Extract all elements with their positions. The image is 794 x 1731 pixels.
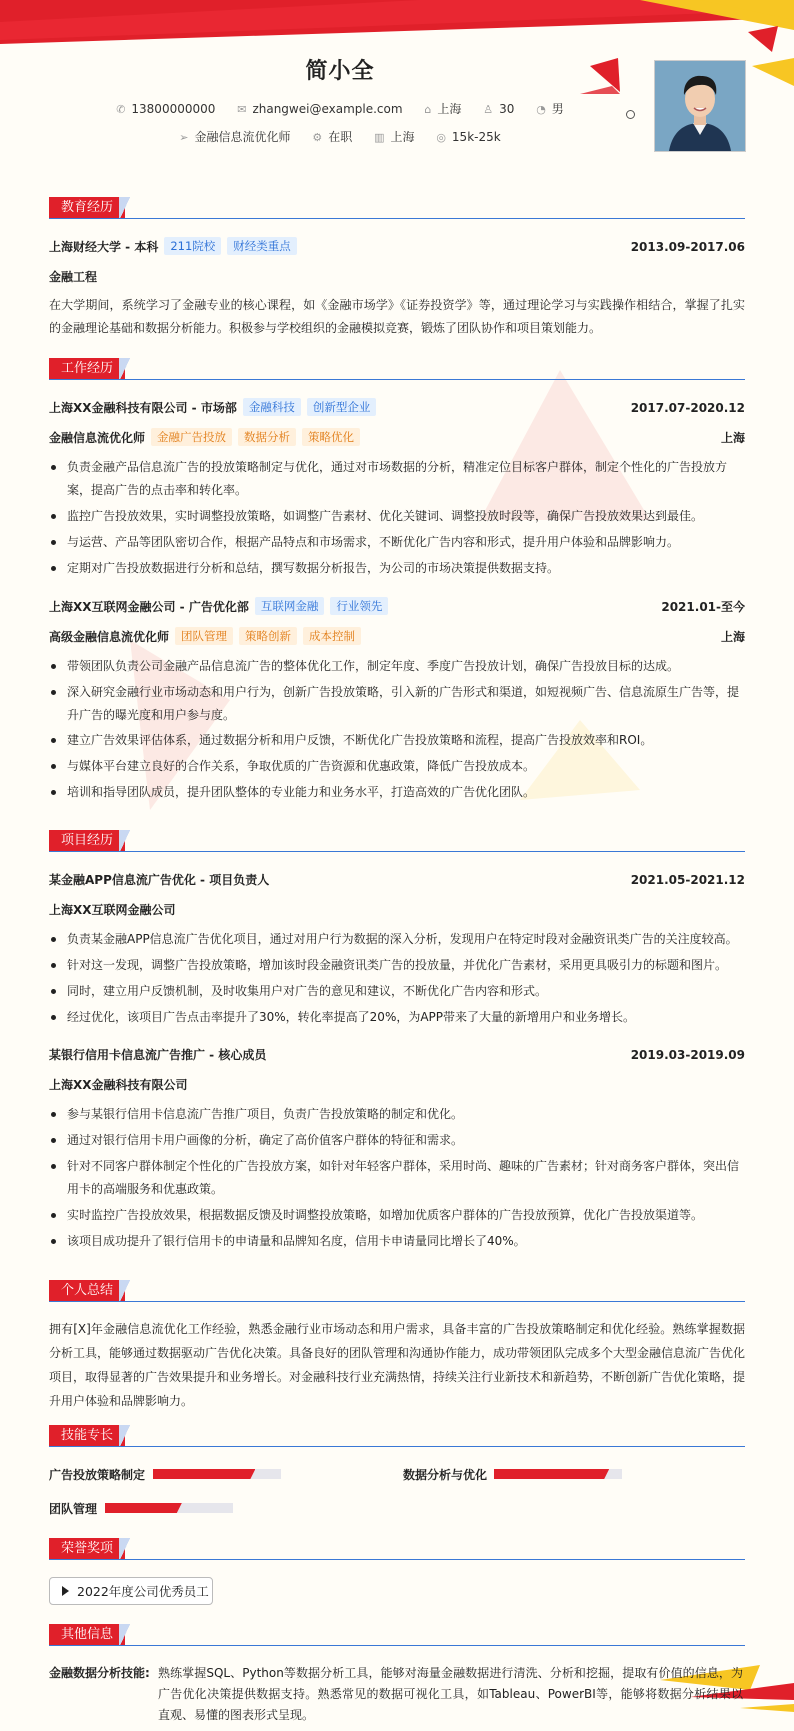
position-name: 金融信息流优化师 bbox=[49, 431, 146, 445]
major-row bbox=[49, 266, 745, 288]
settings-icon: ⚙ bbox=[312, 131, 323, 144]
position-name: 高级金融信息流优化师 bbox=[49, 630, 170, 644]
age-item bbox=[483, 102, 514, 116]
job-bullet: 带领团队负责公司金融产品信息流广告的整体优化工作，制定年度、季度广告投放计划，确保广告投放目标的达成。 bbox=[49, 655, 745, 678]
gender-value: 男 bbox=[551, 102, 564, 116]
project-org: 上海XX金融科技有限公司 bbox=[49, 1078, 188, 1092]
contact-info-row bbox=[0, 100, 680, 117]
projects-section-title: 项目经历 bbox=[49, 830, 125, 852]
company-tag: 创新型企业 bbox=[307, 398, 377, 416]
skill-name: 团队管理 bbox=[49, 1502, 98, 1516]
position-tag: 金融广告投放 bbox=[151, 428, 232, 446]
project-bullet: 针对这一发现，调整广告投放策略，增加该时段金融资讯类广告的投放量，并优化广告素材，采用更具吸引力的标题和图片。 bbox=[49, 954, 745, 977]
project-row bbox=[49, 869, 745, 891]
home-icon: ⌂ bbox=[424, 103, 432, 116]
job-bullet: 与媒体平台建立良好的合作关系，争取优质的广告资源和优惠政策，降低广告投放成本。 bbox=[49, 755, 745, 778]
other-section-header bbox=[49, 1624, 745, 1646]
school-tag: 财经类重点 bbox=[227, 237, 297, 255]
education-section-header bbox=[49, 197, 745, 219]
city-value: 上海 bbox=[437, 102, 462, 116]
education-row bbox=[49, 236, 745, 258]
skill-bar-fill bbox=[153, 1469, 255, 1479]
company-name: 上海XX互联网金融公司 - 广告优化部 bbox=[49, 600, 249, 614]
job-location: 上海 bbox=[720, 431, 745, 445]
project-org: 上海XX互联网金融公司 bbox=[49, 903, 176, 917]
job-company-row bbox=[49, 397, 745, 419]
major-name: 金融工程 bbox=[49, 270, 98, 284]
play-icon bbox=[62, 1586, 69, 1596]
job-company-row bbox=[49, 596, 745, 618]
title-slant bbox=[119, 830, 131, 852]
award-item[interactable] bbox=[49, 1577, 213, 1605]
phone-value: 13800000000 bbox=[131, 102, 216, 116]
phone-item bbox=[116, 102, 215, 116]
title-slant bbox=[119, 1425, 131, 1447]
candidate-name: 简小全 bbox=[305, 59, 375, 84]
company-tag: 互联网金融 bbox=[255, 597, 325, 615]
email-value: zhangwei@example.com bbox=[252, 102, 403, 116]
education-section-title: 教育经历 bbox=[49, 197, 125, 219]
gender-icon: ◔ bbox=[536, 103, 546, 116]
project-bullet: 同时，建立用户反馈机制，及时收集用户对广告的意见和建议，不断优化广告内容和形式。 bbox=[49, 980, 745, 1003]
summary-text: 拥有[X]年金融信息流优化工作经验，熟悉金融行业市场动态和用户需求，具备丰富的广告投放策略制定和优化经验。熟练掌握数据分析工具，能够通过数据驱动广告优化决策。具备良好的团队管理和沟通协作能力，成功带领团队完成多个大型金融信息流广告优化项目，取得显著的广告效果提升和业务增长。对金融科技行业充满热情，持续关注行业新技术和新趋势，不断创新广告优化策略，提升用户体验和品牌影响力。 bbox=[49, 1322, 746, 1408]
project-name: 某银行信用卡信息流广告推广 - 核心成员 bbox=[49, 1048, 267, 1062]
skills-section-title: 技能专长 bbox=[49, 1425, 125, 1447]
job-target-item bbox=[179, 128, 290, 145]
skill-bar bbox=[105, 1503, 233, 1513]
job-date: 2021.01-至今 bbox=[661, 600, 745, 614]
title-slant bbox=[119, 358, 131, 380]
section-divider bbox=[49, 1645, 745, 1646]
title-slant bbox=[119, 1538, 131, 1560]
project-org-row bbox=[49, 1074, 745, 1096]
job-position-row bbox=[49, 626, 745, 648]
job-bullet: 定期对广告投放数据进行分析和总结，撰写数据分析报告，为公司的市场决策提供数据支持。 bbox=[49, 557, 745, 580]
send-icon: ➢ bbox=[179, 131, 189, 144]
job-bullet: 负责金融产品信息流广告的投放策略制定与优化，通过对市场数据的分析，精准定位目标客户群体，制定个性化的广告投放方案，提高广告的点击率和转化率。 bbox=[49, 456, 745, 502]
job-bullet: 培训和指导团队成员，提升团队整体的专业能力和业务水平，打造高效的广告优化团队。 bbox=[49, 781, 745, 804]
title-slant bbox=[119, 1624, 131, 1646]
school-name: 上海财经大学 - 本科 bbox=[49, 240, 159, 254]
position-tag: 团队管理 bbox=[175, 627, 233, 645]
project-bullet: 针对不同客户群体制定个性化的广告投放方案，如针对年轻客户群体，采用时尚、趣味的广告素材；针对商务客户群体，突出信用卡的高端服务和优惠政策。 bbox=[49, 1155, 745, 1201]
target-city-item bbox=[374, 128, 414, 145]
skill-name: 广告投放策略制定 bbox=[49, 1468, 146, 1482]
title-slant bbox=[119, 1280, 131, 1302]
summary-section-header bbox=[49, 1280, 745, 1302]
project-bullet: 通过对银行信用卡用户画像的分析，确定了高价值客户群体的特征和需求。 bbox=[49, 1129, 745, 1152]
city-item bbox=[424, 100, 461, 117]
job-bullet: 深入研究金融行业市场动态和用户行为，创新广告投放策略，引入新的广告形式和渠道，如短视频广告、信息流原生广告等，提升广告的曝光度和用户参与度。 bbox=[49, 681, 745, 727]
project-row bbox=[49, 1044, 745, 1066]
position-tag: 策略优化 bbox=[302, 428, 360, 446]
education-description: 在大学期间，系统学习了金融专业的核心课程，如《金融市场学》《证券投资学》等，通过理论学习与实践操作相结合，掌握了扎实的金融理论基础和数据分析能力。积极参与学校组织的金融模拟竞赛，锻炼了团队协作和项目策划能力。 bbox=[49, 298, 745, 335]
target-city-value: 上海 bbox=[390, 130, 415, 144]
work-section-header bbox=[49, 358, 745, 380]
job-date: 2017.07-2020.12 bbox=[630, 401, 745, 415]
position-tag: 策略创新 bbox=[239, 627, 297, 645]
job-bullet: 监控广告投放效果，实时调整投放策略，如调整广告素材、优化关键词、调整投放时段等，确保广告投放效果达到最佳。 bbox=[49, 505, 745, 528]
section-divider bbox=[49, 379, 745, 380]
work-section-title: 工作经历 bbox=[49, 358, 125, 380]
skill-name: 数据分析与优化 bbox=[403, 1468, 488, 1482]
project-bullet: 经过优化，该项目广告点击率提升了30%，转化率提高了20%，为APP带来了大量的新增用户和业务增长。 bbox=[49, 1006, 745, 1029]
skill-bar-fill bbox=[105, 1503, 182, 1513]
company-name: 上海XX金融科技有限公司 - 市场部 bbox=[49, 401, 237, 415]
avatar-photo bbox=[654, 60, 746, 152]
section-divider bbox=[49, 1559, 745, 1560]
other-section-title: 其他信息 bbox=[49, 1624, 125, 1646]
other-text: 熟练掌握SQL、Python等数据分析工具，能够对海量金融数据进行清洗、分析和挖掘，提取有价值的信息，为广告优化决策提供数据支持。熟悉常见的数据可视化工具，如Tableau、PowerBI等，能够将数据分析结果以直观、易懂的图表形式呈现。 bbox=[158, 1666, 743, 1722]
salary-icon: ◎ bbox=[436, 131, 446, 144]
email-item bbox=[237, 102, 402, 116]
title-slant bbox=[119, 197, 131, 219]
project-date: 2021.05-2021.12 bbox=[630, 873, 745, 887]
job-location: 上海 bbox=[720, 630, 745, 644]
project-name: 某金融APP信息流广告优化 - 项目负责人 bbox=[49, 873, 270, 887]
section-divider bbox=[49, 218, 745, 219]
section-divider bbox=[49, 1301, 745, 1302]
job-bullet: 与运营、产品等团队密切合作，根据产品特点和市场需求，不断优化广告内容和形式，提升用户体验和品牌影响力。 bbox=[49, 531, 745, 554]
phone-icon: ✆ bbox=[116, 103, 126, 116]
awards-section-header bbox=[49, 1538, 745, 1560]
salary-item bbox=[436, 130, 500, 144]
position-tag: 成本控制 bbox=[303, 627, 361, 645]
age-icon: ♙ bbox=[483, 103, 494, 116]
skill-bar-fill bbox=[494, 1469, 609, 1479]
age-value: 30 bbox=[499, 102, 515, 116]
mail-icon: ✉ bbox=[237, 103, 247, 116]
decor-circle bbox=[626, 110, 635, 119]
section-divider bbox=[49, 1446, 745, 1447]
project-bullet: 实时监控广告投放效果，根据数据反馈及时调整投放策略，如增加优质客户群体的广告投放预算，优化广告投放渠道等。 bbox=[49, 1204, 745, 1227]
job-target-value: 金融信息流优化师 bbox=[194, 130, 291, 144]
status-item bbox=[312, 128, 352, 145]
salary-value: 15k-25k bbox=[451, 130, 501, 144]
project-org-row bbox=[49, 899, 745, 921]
building-icon: ▥ bbox=[374, 131, 385, 144]
project-date: 2019.03-2019.09 bbox=[630, 1048, 745, 1062]
job-bullet: 建立广告效果评估体系，通过数据分析和用户反馈，不断优化广告投放策略和流程，提高广告投放效率和ROI。 bbox=[49, 729, 745, 752]
avatar-illustration bbox=[655, 61, 745, 151]
project-bullet: 参与某银行信用卡信息流广告推广项目，负责广告投放策略的制定和优化。 bbox=[49, 1103, 745, 1126]
other-label: 金融数据分析技能: bbox=[49, 1666, 150, 1680]
company-tag: 金融科技 bbox=[243, 398, 301, 416]
awards-section-title: 荣誉奖项 bbox=[49, 1538, 125, 1560]
project-bullet: 负责某金融APP信息流广告优化项目，通过对用户行为数据的深入分析，发现用户在特定时段对金融资讯类广告的关注度较高。 bbox=[49, 928, 745, 951]
award-label: 2022年度公司优秀员工 bbox=[77, 1584, 209, 1599]
projects-section-header bbox=[49, 830, 745, 852]
skills-section-header bbox=[49, 1425, 745, 1447]
education-date: 2013.09-2017.06 bbox=[630, 240, 745, 254]
summary-section-title: 个人总结 bbox=[49, 1280, 125, 1302]
school-tag: 211院校 bbox=[164, 237, 221, 255]
job-position-row bbox=[49, 427, 745, 449]
gender-item bbox=[536, 100, 564, 117]
company-tag: 行业领先 bbox=[330, 597, 388, 615]
position-tag: 数据分析 bbox=[238, 428, 296, 446]
job-info-row bbox=[0, 128, 680, 145]
project-bullet: 该项目成功提升了银行信用卡的申请量和品牌知名度，信用卡申请量同比增长了40%。 bbox=[49, 1230, 745, 1253]
skill-bar bbox=[153, 1469, 281, 1479]
section-divider bbox=[49, 851, 745, 852]
skill-bar bbox=[494, 1469, 622, 1479]
status-value: 在职 bbox=[328, 130, 353, 144]
